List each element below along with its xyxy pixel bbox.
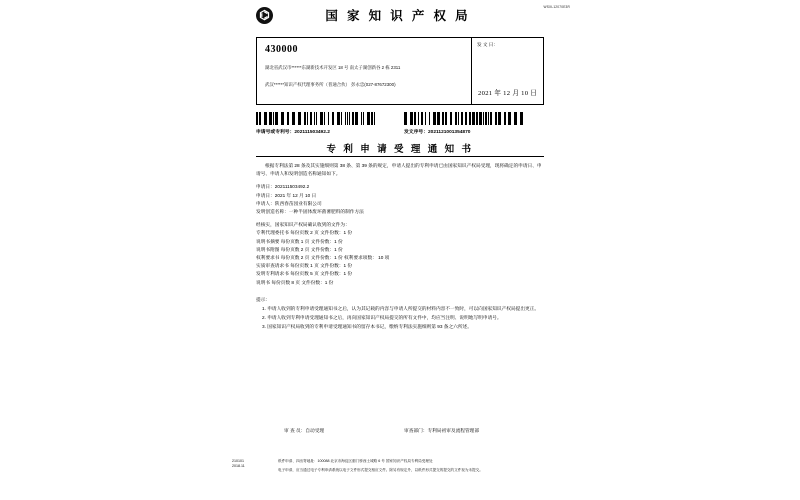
documents-header: 经核实，国家知识产权局确认收到的文件为： xyxy=(256,222,350,228)
footer-line-1: 纸件申请、四出寄地址：100088 北京市海淀区蓟门桥西土城路 6 号 国家知识产权局专利局受理处 xyxy=(278,459,433,463)
list-item: 说明书摘要 每份页数 1 页 文件份数：1 份 xyxy=(256,238,343,244)
application-fields xyxy=(256,183,544,216)
form-code-date: 2018.11 xyxy=(232,464,245,469)
list-item: 权利要求书 每份页数 2 页 文件份数：1 份 权利要求项数： 10 项 xyxy=(256,255,390,261)
received-documents xyxy=(256,221,544,287)
page-title: 专 利 申 请 受 理 通 知 书 xyxy=(326,145,474,155)
postal-code: 430000 xyxy=(265,44,298,55)
footer-line-2: 电子申请，应当通过电子专利申请系统以电子文件形式提交相应文件。除另有规定外，以纸件形式提交的提交的文件视为未提交。 xyxy=(278,468,483,473)
list-item: 说明书 每份页数 8 页 文件份数：1 份 xyxy=(256,279,334,285)
address-date-box xyxy=(256,37,544,105)
barcode-row xyxy=(256,112,544,126)
address-line-2: 武汉******知识产权代理事务所（普通合伙） 彭永忠(027-87672300) xyxy=(265,82,396,87)
field-row: 申请日：2021 年 12 月 10 日 xyxy=(256,192,317,198)
list-item: 说明书附图 每份页数 2 页 文件份数：1 份 xyxy=(256,246,343,252)
note-item: 2. 申请人收到专利申请受理通知书之后，再向国家知识产权局提交的所有文件中，均应当注明、说明地写明申请号。 xyxy=(262,315,502,321)
document-number: 发文序号：2021121001354870 xyxy=(404,130,471,135)
field-row: 发明创造名称：一种半固体废坏菌薯肥料的制作方法 xyxy=(256,209,364,215)
department-label: 审查部门：专利局初审及流程管理部 xyxy=(404,428,480,433)
cnipa-emblem-icon: ⌬ xyxy=(256,7,273,24)
send-date-cell xyxy=(472,38,543,104)
footer-text xyxy=(278,459,568,474)
application-number-barcode xyxy=(256,112,376,125)
field-row: 申请人：陕西春苗园业有限公司 xyxy=(256,200,322,206)
list-item: 实质审查请求书 每份页数 1 页 文件份数：1 份 xyxy=(256,263,353,269)
form-code xyxy=(232,459,276,470)
list-item: 专利代理委托书 每份页数 2 页 文件份数：1 份 xyxy=(256,230,353,236)
document-number-barcode xyxy=(404,112,524,125)
sheet-footer xyxy=(232,459,568,474)
office-name: 国 家 知 识 产 权 局 xyxy=(325,9,471,23)
examiner-label: 审 查 员：自动受理 xyxy=(284,428,325,433)
address-line-1: 湖北省武汉市******东湖新技术开发区 18 号 南太子湖创新谷 2 栋 2311 xyxy=(265,65,401,70)
send-date-value: 2021 年 12 月 10 日 xyxy=(478,90,538,97)
send-date-label: 发 文 日： xyxy=(477,42,498,47)
notes-section xyxy=(256,296,544,332)
intro-paragraph: 根据专利法第 28 条及其实施细则第 38 条、第 39 条的规定，申请人提出的专利申请已由国家知识产权局受理，现将确定的申请日、申请号、申请人和发明创造名称通知如下。 xyxy=(256,163,542,177)
field-row: 申请日：202111503492.2 xyxy=(256,184,310,190)
address-cell xyxy=(257,38,472,104)
note-item: 1. 申请人收到的专利申请受理通知书之后，认为其记载的内容与申请人所提交的材料内容不一致时，可以向国家知识产权局提出更正。 xyxy=(262,306,540,312)
notes-header: 提示： xyxy=(256,296,271,302)
title-divider xyxy=(256,156,544,157)
application-number: 申请号或专利号：202111503492.2 xyxy=(256,130,330,135)
note-item: 3. 国家知识产权局收到的专利申请受理通知书的留存本书记，缴纳专利法实施细则第 93 条之六所述。 xyxy=(262,324,472,330)
list-item: 发明专利请求书 每份页数 5 页 文件份数：1 份 xyxy=(256,271,353,277)
notice-sheet xyxy=(228,4,572,492)
document-body xyxy=(256,162,544,332)
sheet-side-code: WSXL12070E3R xyxy=(543,5,570,9)
form-code-number: 210101 xyxy=(232,459,244,463)
sheet-header xyxy=(228,4,572,30)
